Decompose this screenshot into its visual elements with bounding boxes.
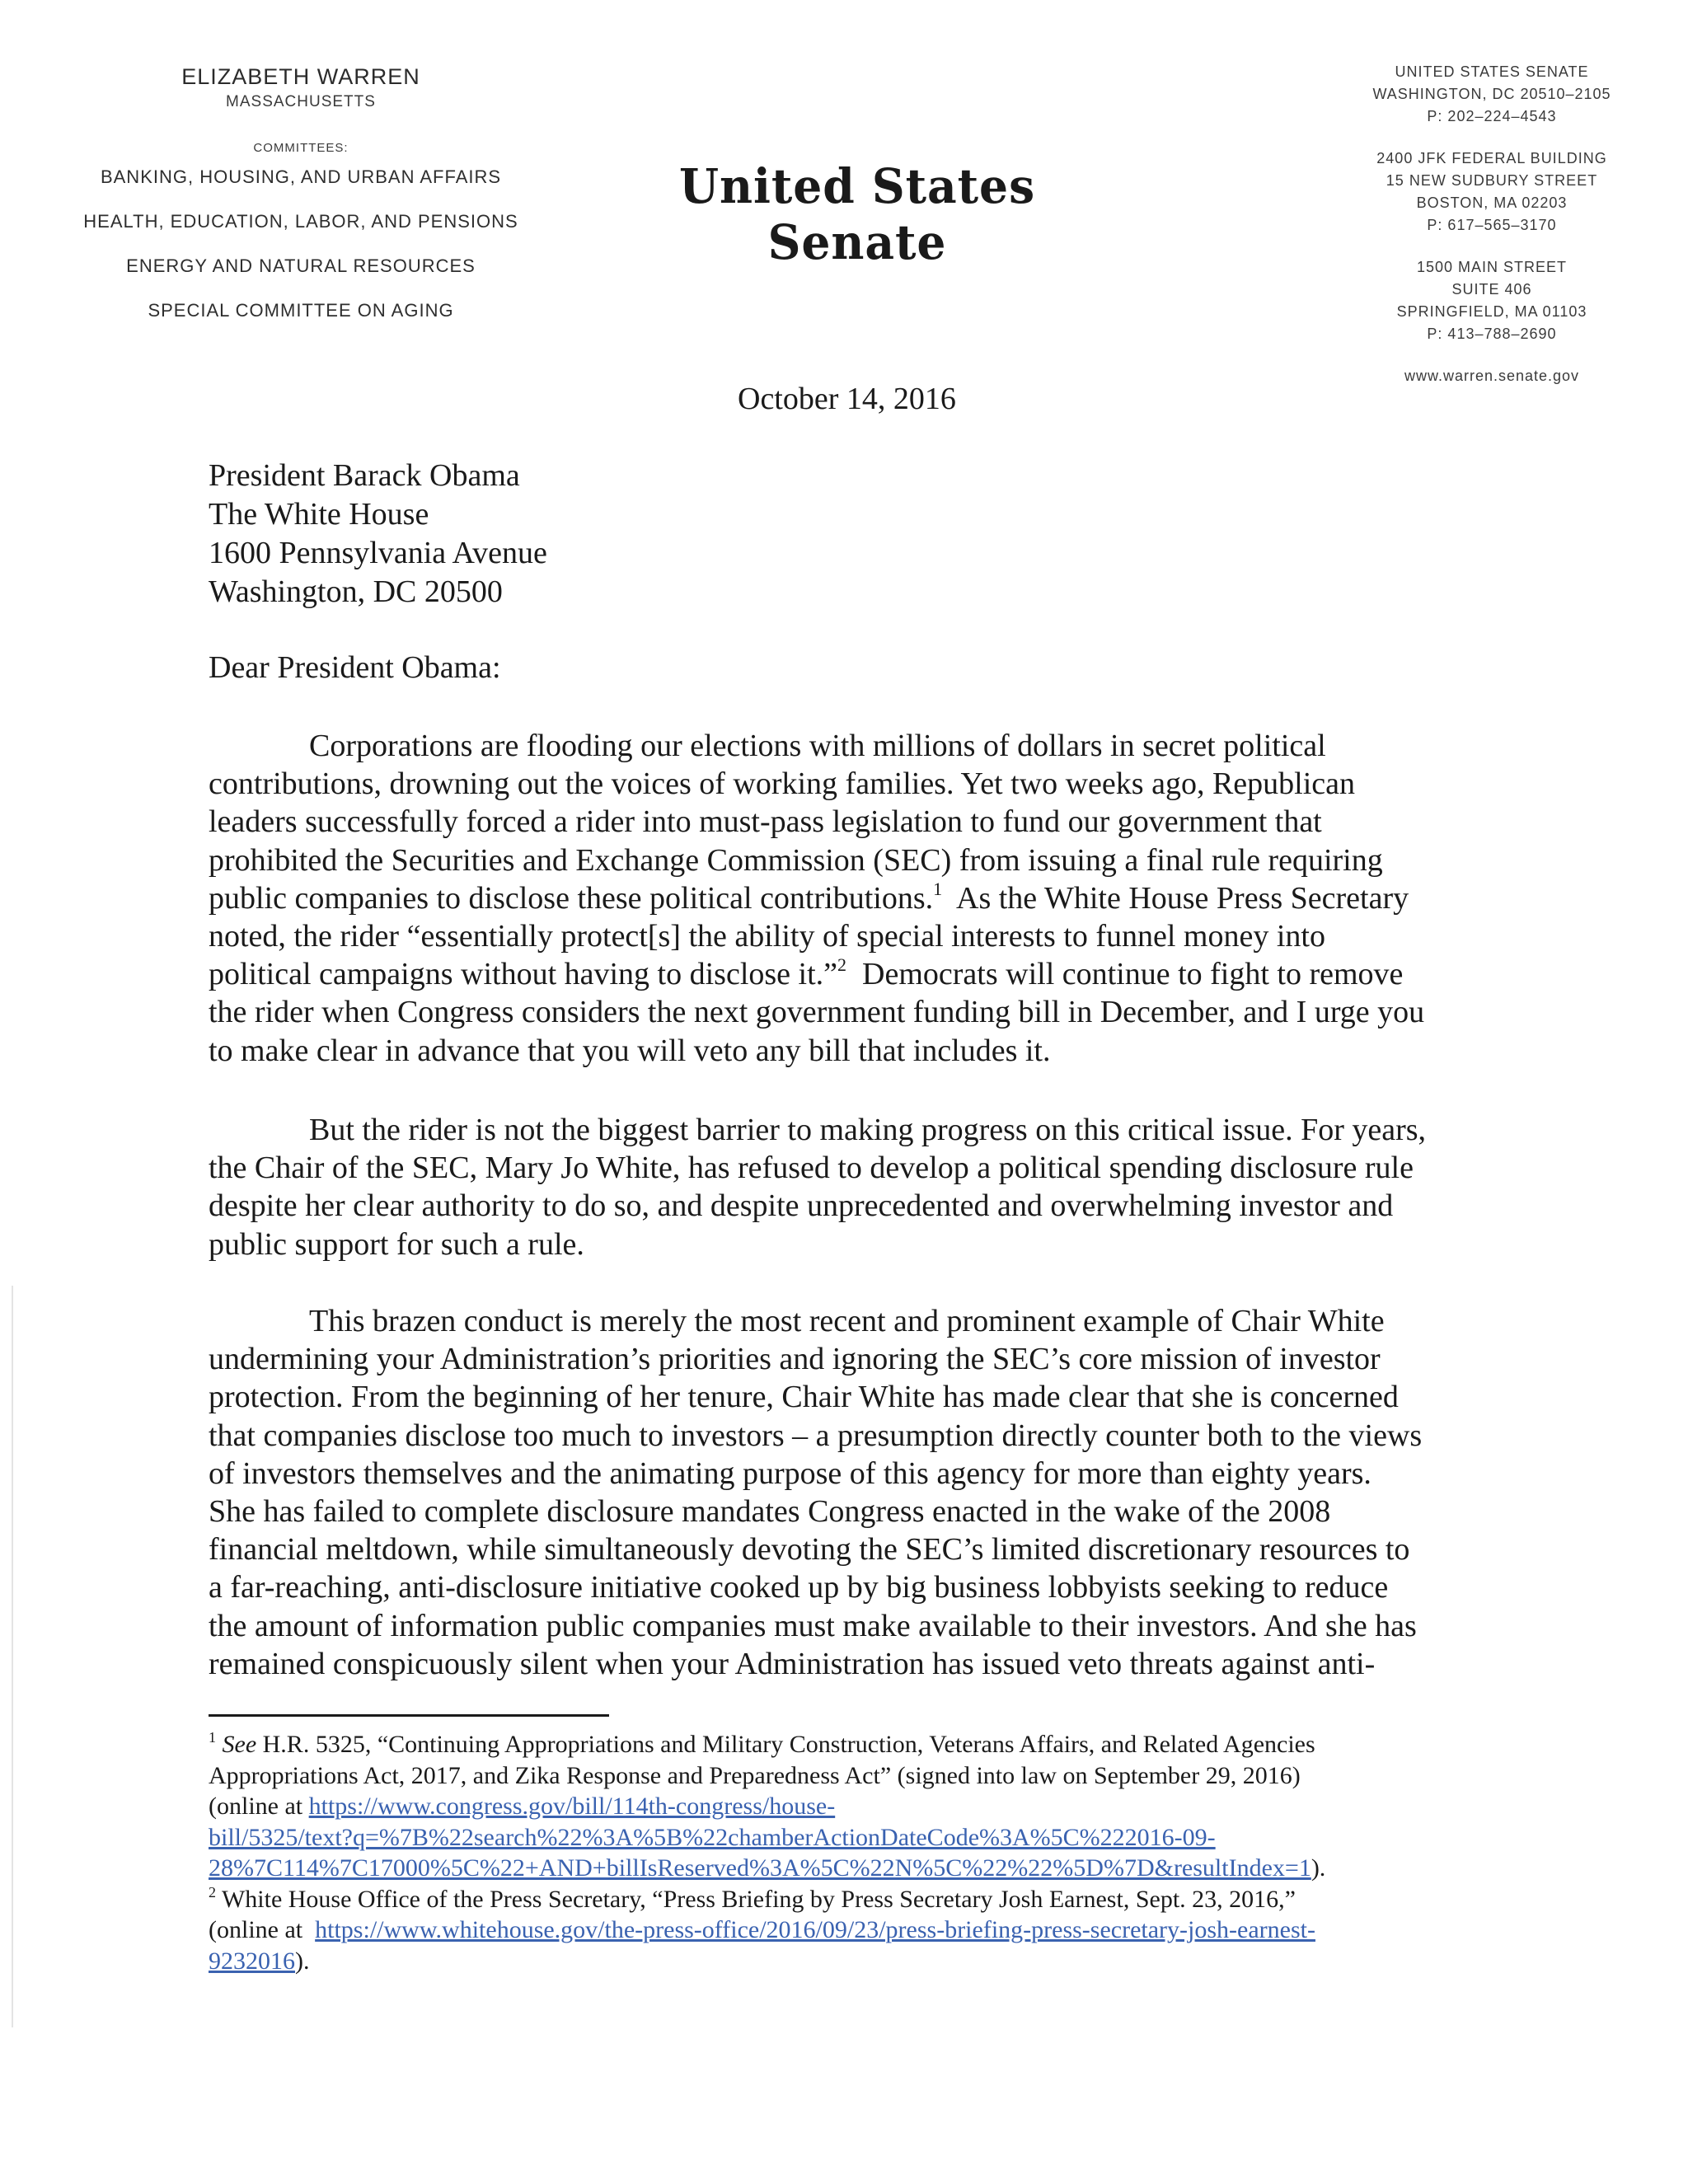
paragraph-line: prohibited the Securities and Exchange Commission (SEC) from issuing a final rule requiring [209, 842, 1383, 878]
paragraph-line [209, 879, 1544, 917]
paragraph-line: financial meltdown, while simultaneously devoting the SEC’s limited discretionary resources to [209, 1532, 1410, 1568]
paragraph-line: remained conspicuously silent when your Administration has issued veto threats against anti- [209, 1646, 1376, 1681]
footnote-1-link[interactable]: 28%7C114%7C17000%5C%22+AND+billIsReserved%3A%5C%22N%5C%22%22%5D%7D&resultIndex=1 [209, 1854, 1311, 1882]
office-dc-line: UNITED STATES SENATE [1395, 63, 1589, 80]
footnote-text: (online at [209, 1793, 309, 1820]
office-springfield-line: SPRINGFIELD, MA 01103 [1396, 303, 1587, 320]
footnote-ref-2[interactable]: 2 [837, 954, 847, 976]
footnote-text: ). [1311, 1854, 1326, 1882]
paragraph-line: of investors themselves and the animating purpose of this agency for more than eighty years. [209, 1455, 1372, 1491]
paragraph-line: public support for such a rule. [209, 1226, 584, 1262]
committee-aging: SPECIAL COMMITTEE ON AGING [148, 300, 454, 321]
salutation: Dear President Obama: [209, 650, 501, 685]
paragraph-line: protection. From the beginning of her tenure, Chair White has made clear that she is concerned [209, 1380, 1399, 1415]
footnote-1-number: 1 [209, 1729, 216, 1746]
footnote-1-line [209, 1729, 1325, 1760]
paragraph-line [209, 955, 1544, 993]
paragraph-line: But the rider is not the biggest barrier to making progress on this critical issue. For years, [309, 1113, 1427, 1147]
recipient-address [209, 457, 547, 612]
paragraph-line: the amount of information public companies must make available to their investors. And she has [209, 1608, 1417, 1643]
united-states-senate-seal-text: United States Senate [678, 158, 1036, 270]
recipient-line: 1600 Pennsylvania Avenue [209, 536, 547, 570]
recipient-line: President Barack Obama [209, 458, 520, 493]
paragraph-line: This brazen conduct is merely the most recent and prominent example of Chair White [309, 1304, 1385, 1338]
paragraph-line: leaders successfully forced a rider into must-pass legislation to fund our government that [209, 804, 1322, 840]
footnote-text: H.R. 5325, “Continuing Appropriations and Military Construction, Veterans Affairs, and Related Agencies [256, 1731, 1315, 1758]
paragraph-text: political campaigns without having to disclose it.” [209, 957, 838, 992]
senator-state: MASSACHUSETTS [226, 93, 376, 110]
committee-health: HEALTH, EDUCATION, LABOR, AND PENSIONS [83, 211, 518, 232]
paragraph-line: to make clear in advance that you will veto any bill that includes it. [209, 1033, 1051, 1068]
footnote-2-number: 2 [209, 1883, 216, 1900]
recipient-line: Washington, DC 20500 [209, 574, 503, 609]
paragraph-line: a far-reaching, anti-disclosure initiative cooked up by big business lobbyists seeking to reduce [209, 1570, 1389, 1605]
letterhead-senator-block [66, 64, 536, 333]
letter-date: October 14, 2016 [738, 382, 956, 416]
paragraph-line: contributions, drowning out the voices of working families. Yet two weeks ago, Republican [209, 766, 1356, 802]
committees-label: COMMITTEES: [253, 141, 349, 155]
paragraph-line: undermining your Administration’s priorities and ignoring the SEC’s core mission of investor [209, 1342, 1381, 1377]
footnote-1-line [209, 1853, 1325, 1884]
paragraph-line: noted, the rider “essentially protect[s] the ability of special interests to funnel money into [209, 919, 1325, 954]
office-boston-line: BOSTON, MA 02203 [1416, 194, 1568, 211]
footnote-1-line [209, 1791, 1325, 1822]
website-text: www.warren.senate.gov [1404, 368, 1580, 384]
footnotes [209, 1729, 1325, 1976]
footnote-text: ). [295, 1947, 310, 1975]
paragraph-text: As the White House Press Secretary [942, 880, 1409, 916]
office-boston-phone: P: 617–565–3170 [1427, 217, 1557, 233]
paragraph-2 [209, 1111, 1544, 1263]
paragraph-1 [209, 727, 1544, 1070]
footnote-2-line [209, 1884, 1325, 1915]
office-boston-line: 2400 JFK FEDERAL BUILDING [1376, 150, 1607, 166]
footnote-2-line [209, 1946, 1325, 1977]
footnote-2-link[interactable]: https://www.whitehouse.gov/the-press-office/2016/09/23/press-briefing-press-secretary-josh-earnest- [315, 1916, 1315, 1943]
paragraph-line: that companies disclose too much to investors – a presumption directly counter both to the views [209, 1418, 1423, 1453]
paragraph-line: Corporations are flooding our elections with millions of dollars in secret political [309, 729, 1326, 763]
senator-name: ELIZABETH WARREN [181, 64, 420, 89]
footnote-2-link[interactable]: 9232016 [209, 1947, 295, 1975]
footnote-2-line [209, 1915, 1325, 1946]
office-boston-line: 15 NEW SUDBURY STREET [1386, 172, 1598, 189]
footnote-1-line [209, 1822, 1325, 1854]
committee-banking: BANKING, HOUSING, AND URBAN AFFAIRS [100, 166, 502, 187]
committee-energy: ENERGY AND NATURAL RESOURCES [126, 255, 476, 276]
recipient-line: The White House [209, 497, 429, 532]
footnote-divider [209, 1714, 609, 1717]
paragraph-line: despite her clear authority to do so, and despite unprecedented and overwhelming investor and [209, 1188, 1394, 1224]
paragraph-line: the Chair of the SEC, Mary Jo White, has refused to develop a political spending disclosure rule [209, 1151, 1414, 1186]
letterhead-offices-block [1319, 61, 1665, 387]
paragraph-line: the rider when Congress considers the next government funding bill in December, and I urge you [209, 995, 1425, 1030]
footnote-text: (online at [209, 1916, 316, 1943]
paragraph-text: public companies to disclose these political contributions. [209, 880, 934, 916]
office-springfield-phone: P: 413–788–2690 [1427, 326, 1557, 342]
office-springfield-line: SUITE 406 [1451, 281, 1532, 298]
scan-margin-artifact [12, 1286, 13, 2027]
office-springfield-line: 1500 MAIN STREET [1416, 259, 1568, 275]
paragraph-line: She has failed to complete disclosure mandates Congress enacted in the wake of the 2008 [209, 1494, 1331, 1530]
footnote-1-line: Appropriations Act, 2017, and Zika Response and Preparedness Act” (signed into law on September 29, 2016) [209, 1761, 1301, 1789]
footnote-1-link[interactable]: bill/5325/text?q=%7B%22search%22%3A%5B%22chamberActionDateCode%3A%5C%222016-09- [209, 1823, 1216, 1851]
footnote-text: White House Office of the Press Secretary, “Press Briefing by Press Secretary Josh Earnest, Sept. 23, 2016,” [216, 1885, 1296, 1913]
paragraph-text: Democrats will continue to fight to remove [846, 957, 1404, 992]
office-dc-phone: P: 202–224–4543 [1427, 108, 1557, 124]
footnote-1-link[interactable]: https://www.congress.gov/bill/114th-congress/house- [308, 1793, 836, 1820]
office-dc-line: WASHINGTON, DC 20510–2105 [1372, 86, 1611, 102]
footnote-ref-1[interactable]: 1 [933, 878, 943, 899]
footnote-see: See [222, 1731, 257, 1758]
paragraph-3 [209, 1302, 1544, 1683]
